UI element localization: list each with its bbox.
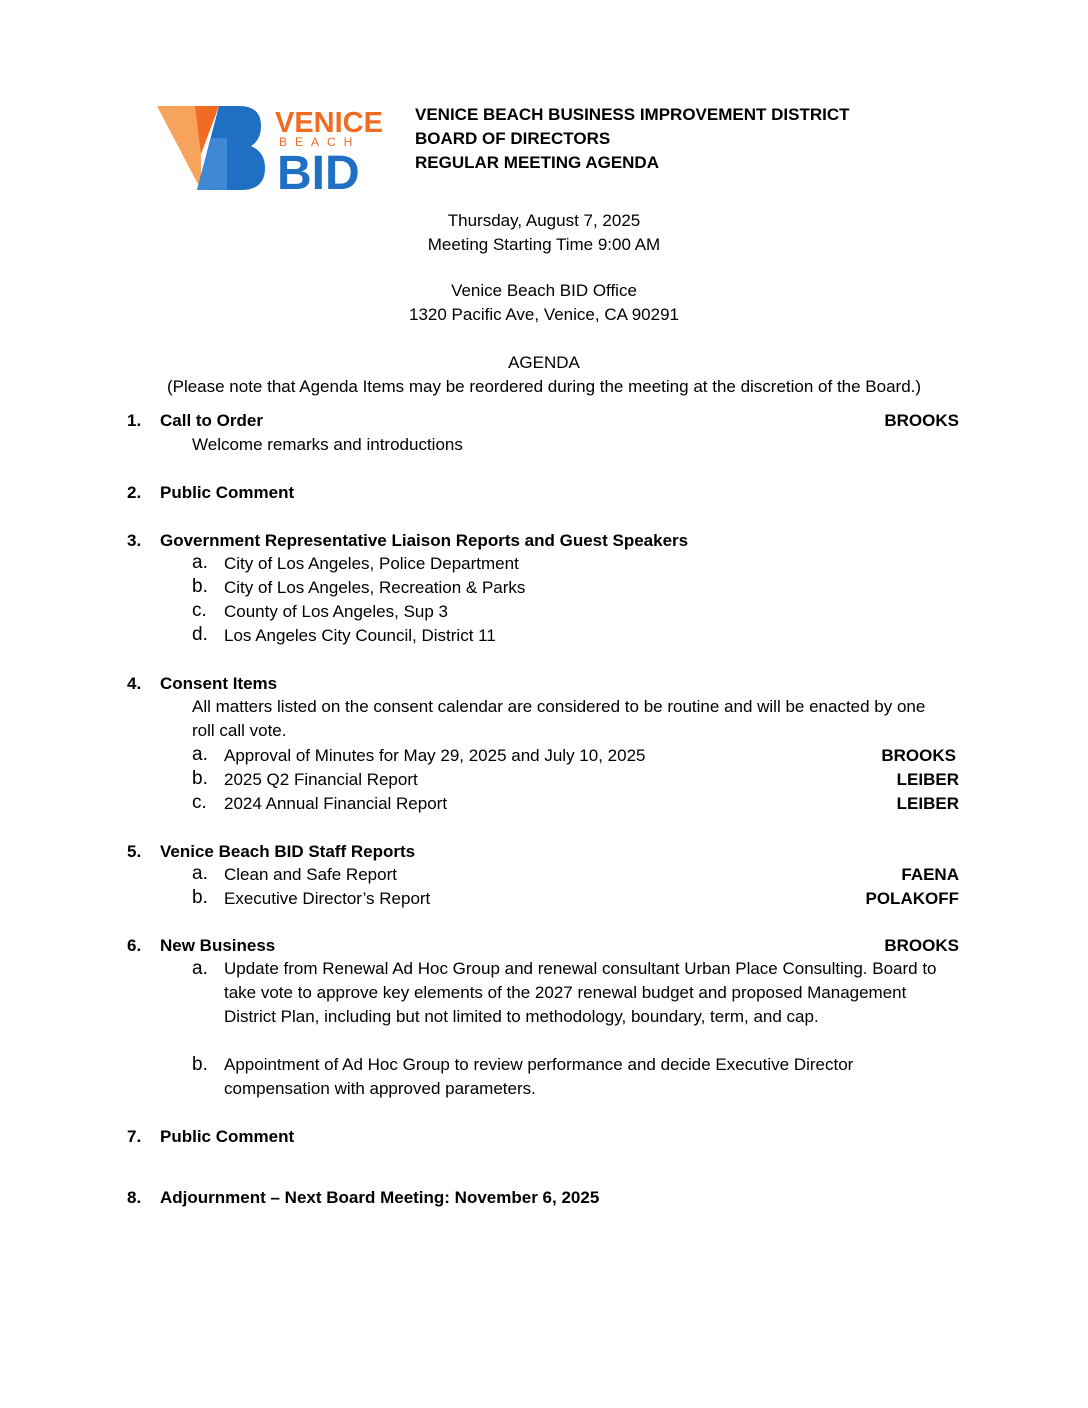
item-description: Welcome remarks and introductions: [192, 435, 463, 454]
sub-item-text: Clean and Safe Report: [224, 865, 397, 884]
agenda-type: REGULAR MEETING AGENDA: [415, 153, 659, 172]
item-title: Call to Order: [160, 411, 263, 430]
item-title: Venice Beach BID Staff Reports: [160, 842, 416, 861]
item-title: New Business: [160, 936, 276, 955]
item-presenter: BROOKS: [884, 411, 959, 430]
board-name: BOARD OF DIRECTORS: [415, 129, 611, 148]
item-presenter: BROOKS: [884, 936, 959, 955]
item-number: 1.: [127, 411, 142, 430]
sub-item-presenter: BROOKS: [881, 746, 956, 765]
item-description: All matters listed on the consent calendar are considered to be routine and will be enacted by one roll call vote.: [192, 697, 926, 740]
sub-item-text: City of Los Angeles, Recreation & Parks: [224, 578, 526, 597]
item-title: Adjournment – Next Board Meeting: November 6, 2025: [160, 1188, 600, 1207]
agenda-note: (Please note that Agenda Items may be reordered during the meeting at the discretion of the Board.): [166, 377, 922, 396]
sub-item-text: City of Los Angeles, Police Department: [224, 554, 519, 573]
sub-item-presenter: POLAKOFF: [865, 889, 959, 908]
sub-item-letter: a.: [192, 744, 208, 765]
svg-text:BEACH: BEACH: [279, 135, 361, 149]
svg-text:BID: BID: [277, 147, 360, 192]
logo-mark-icon: [157, 104, 383, 192]
sub-item-letter: c.: [192, 600, 207, 621]
sub-item-presenter: LEIBER: [896, 794, 959, 813]
sub-item-text: Appointment of Ad Hoc Group to review performance and decide Executive Director compensation with approved parameters.: [224, 1055, 854, 1098]
sub-item-text: County of Los Angeles, Sup 3: [224, 602, 448, 621]
sub-item-text: 2025 Q2 Financial Report: [224, 770, 418, 789]
item-title: Consent Items: [160, 674, 278, 693]
sub-item-text: 2024 Annual Financial Report: [224, 794, 448, 813]
item-title: Government Representative Liaison Reports and Guest Speakers: [160, 531, 689, 550]
sub-item-letter: b.: [192, 1054, 208, 1075]
item-number: 3.: [127, 531, 142, 550]
agenda-title: AGENDA: [508, 353, 580, 372]
org-name: VENICE BEACH BUSINESS IMPROVEMENT DISTRICT: [415, 105, 850, 124]
item-number: 6.: [127, 936, 142, 955]
item-title: Public Comment: [160, 1127, 295, 1146]
sub-item-presenter: FAENA: [901, 865, 959, 884]
item-title: Public Comment: [160, 483, 295, 502]
sub-item-text: Executive Director’s Report: [224, 889, 431, 908]
sub-item-text: Approval of Minutes for May 29, 2025 and July 10, 2025: [224, 746, 646, 765]
sub-item-letter: b.: [192, 768, 208, 789]
sub-item-letter: b.: [192, 887, 208, 908]
meeting-start-time: Meeting Starting Time 9:00 AM: [427, 235, 661, 254]
sub-item-letter: d.: [192, 624, 208, 645]
sub-item-letter: a.: [192, 958, 208, 979]
item-number: 2.: [127, 483, 142, 502]
meeting-date: Thursday, August 7, 2025: [447, 211, 641, 230]
item-number: 7.: [127, 1127, 142, 1146]
sub-item-text: Update from Renewal Ad Hoc Group and renewal consultant Urban Place Consulting. Board to take vote to approve key elements of the 2027 renewal budget and proposed Management District Plan, including but not limited to methodology, boundary, term, and cap.: [224, 959, 937, 1026]
item-number: 8.: [127, 1188, 142, 1207]
meeting-location-name: Venice Beach BID Office: [451, 281, 637, 300]
sub-item-presenter: LEIBER: [896, 770, 959, 789]
sub-item-letter: a.: [192, 863, 208, 884]
sub-item-letter: a.: [192, 552, 208, 573]
sub-item-text: Los Angeles City Council, District 11: [224, 626, 496, 645]
svg-text:VENICE: VENICE: [275, 107, 383, 139]
sub-item-letter: b.: [192, 576, 208, 597]
meeting-address: 1320 Pacific Ave, Venice, CA 90291: [409, 305, 679, 324]
venice-beach-bid-logo: [157, 104, 383, 192]
item-number: 5.: [127, 842, 142, 861]
sub-item-letter: c.: [192, 792, 207, 813]
item-number: 4.: [127, 674, 142, 693]
